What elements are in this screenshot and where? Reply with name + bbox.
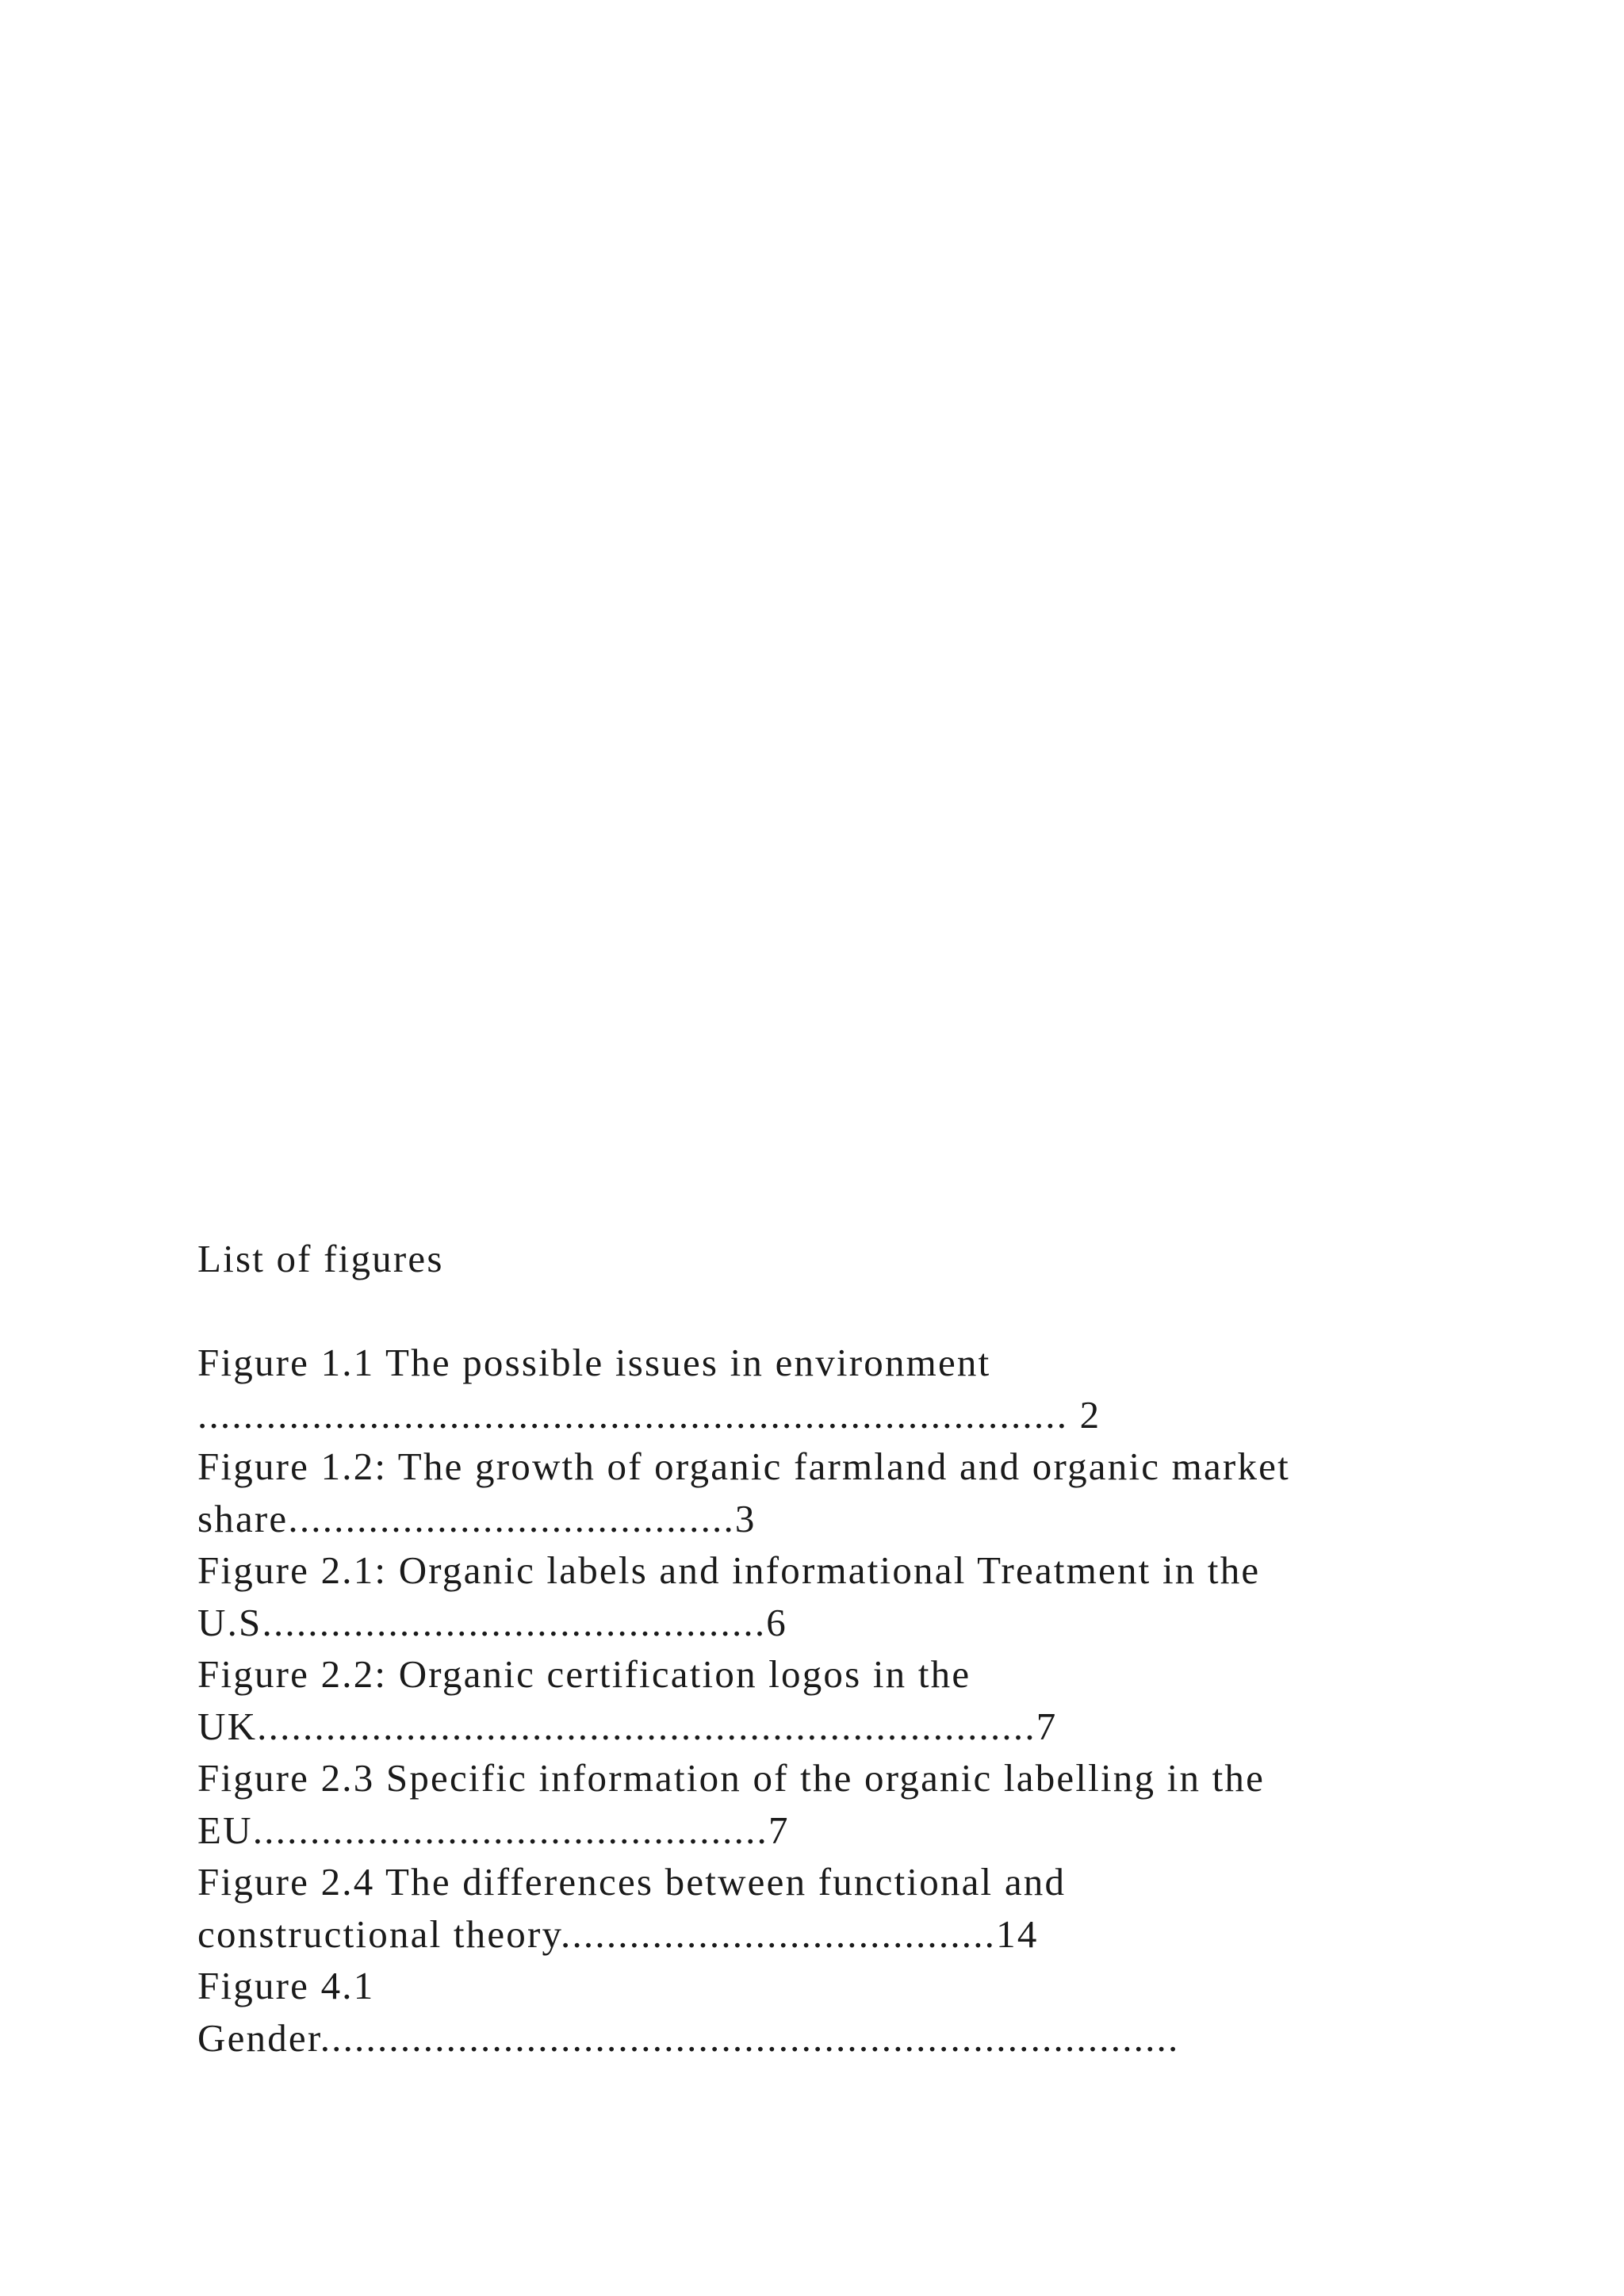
heading: List of figures <box>197 1237 444 1280</box>
toc-line: U.S............................................6 <box>197 1600 787 1644</box>
toc-line: Figure 2.4 The differences between functional and <box>197 1860 1067 1904</box>
blank-line <box>197 1285 1506 1337</box>
toc-line: Figure 2.2: Organic certification logos in the <box>197 1652 971 1696</box>
list-of-figures <box>197 1233 1506 2064</box>
toc-line: Figure 1.2: The growth of organic farmland and organic market <box>197 1445 1290 1488</box>
toc-line: ............................................................................ 2 <box>197 1392 1101 1437</box>
toc-line: Figure 4.1 <box>197 1964 375 2007</box>
toc-line: Figure 1.1 The possible issues in environment <box>197 1341 991 1384</box>
toc-line: constructional theory......................................14 <box>197 1911 1039 1956</box>
toc-line: share.......................................3 <box>197 1496 756 1540</box>
toc-line: UK....................................................................7 <box>197 1704 1058 1748</box>
toc-line: Figure 2.1: Organic labels and informational Treatment in the <box>197 1548 1261 1592</box>
toc-line: Figure 2.3 Specific information of the organic labelling in the <box>197 1756 1266 1800</box>
toc-line: EU.............................................7 <box>197 1808 790 1852</box>
toc-line: Gender........................................................................... <box>197 2015 1180 2060</box>
